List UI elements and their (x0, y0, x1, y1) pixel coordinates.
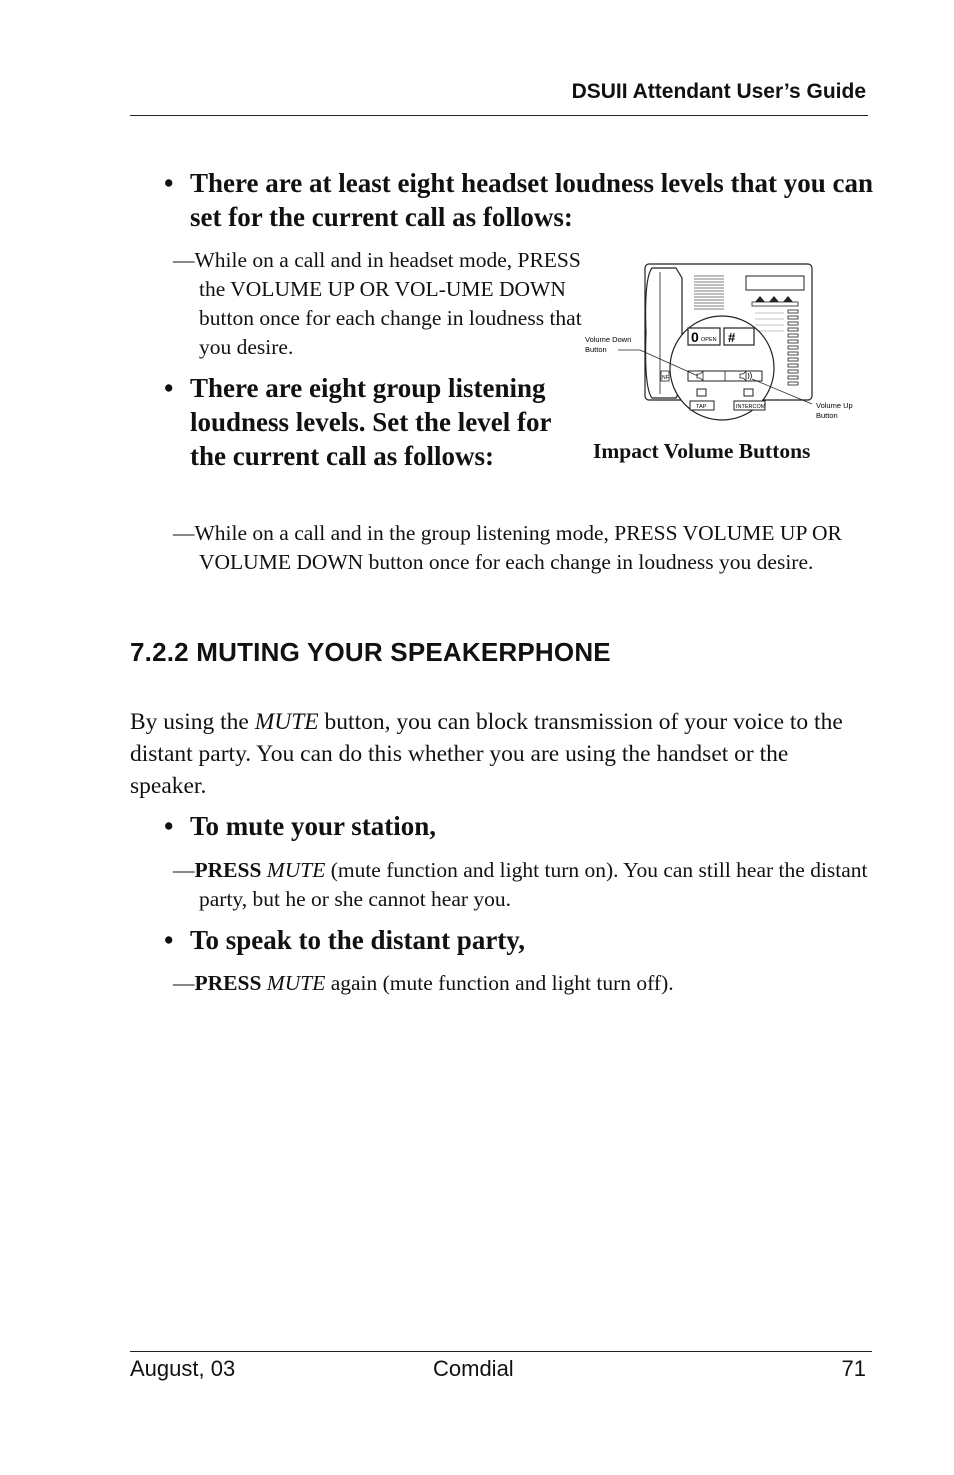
label-volume-down-2: Button (585, 345, 607, 354)
key-tap-label: TAP (696, 404, 707, 410)
dash-mute-instruction (173, 856, 899, 914)
footer-page-number: 71 (841, 1356, 866, 1381)
dash-mark: — (173, 521, 195, 545)
para-mute-term: MUTE (254, 709, 319, 735)
lamp-intercom (744, 389, 753, 396)
mute-term: MUTE (266, 858, 326, 882)
dash-unmute-instruction (173, 969, 899, 998)
dash-mark: — (173, 858, 195, 882)
key-open-label: OPEN (701, 337, 717, 343)
lamp-tap (697, 389, 706, 396)
dash-text: (mute function and light turn on). You can still hear the distant party, but he or she cannot hear you. (199, 858, 868, 911)
bullet-dot: • (164, 373, 174, 403)
key-nf-label: NF (662, 375, 669, 381)
dash-headset-instruction (173, 246, 589, 362)
para-text: button, you can block transmission of your voice to the distant party. You can do this whether you are using the handset or the speaker. (130, 709, 843, 799)
figure-caption: Impact Volume Buttons (593, 439, 811, 463)
key-zero-label: 0 (691, 329, 699, 345)
bullet-speak-distant (164, 923, 890, 957)
bullet-text: To speak to the distant party, (190, 925, 526, 955)
lcd-display (746, 276, 804, 290)
section-heading: 7.2.2 MUTING YOUR SPEAKERPHONE (130, 637, 611, 667)
key-hash-label: # (728, 330, 736, 345)
press-term: PRESS (194, 971, 262, 995)
mute-term: MUTE (266, 971, 326, 995)
running-header: DSUII Attendant User’s Guide (571, 80, 866, 103)
bullet-dot: • (164, 811, 174, 841)
key-intercom-label: INTERCOM (736, 404, 766, 410)
bullet-mute-station (164, 809, 890, 843)
footer-date: August, 03 (130, 1356, 236, 1381)
bullet-headset-levels (164, 166, 910, 234)
header-rule (130, 115, 868, 116)
phone-illustration (580, 258, 865, 428)
bullet-dot: • (164, 168, 174, 198)
softkey-icons (755, 296, 793, 302)
label-volume-up-2: Button (816, 411, 838, 420)
bullet-text: To mute your station, (190, 811, 437, 841)
footer-rule (130, 1351, 872, 1352)
label-volume-down-1: Volume Down (585, 335, 632, 344)
footer-company: Comdial (433, 1356, 514, 1381)
press-term: PRESS (194, 858, 262, 882)
dash-text: again (mute function and light turn off). (325, 971, 674, 995)
bullet-text: There are at least eight headset loudness levels that you can set for the current call as follows: (190, 168, 873, 232)
bullet-text: There are eight group listening loudness levels. Set the level for the current call as follows: (190, 373, 551, 471)
dash-mark: — (173, 248, 195, 272)
para-text: By using the (130, 709, 255, 735)
mute-intro-paragraph (130, 706, 870, 802)
dash-text: While on a call and in headset mode, PRESS the VOLUME UP OR VOL-UME DOWN button once for each change in loudness that you desire. (194, 248, 582, 359)
dash-mark: — (173, 971, 195, 995)
bullet-dot: • (164, 925, 174, 955)
label-volume-up-1: Volume Up (816, 401, 853, 410)
dash-text: While on a call and in the group listening mode, PRESS VOLUME UP OR VOLUME DOWN button once for each change in loudness you desire. (194, 521, 842, 574)
bullet-group-levels (164, 371, 586, 473)
dash-group-instruction (173, 519, 899, 577)
